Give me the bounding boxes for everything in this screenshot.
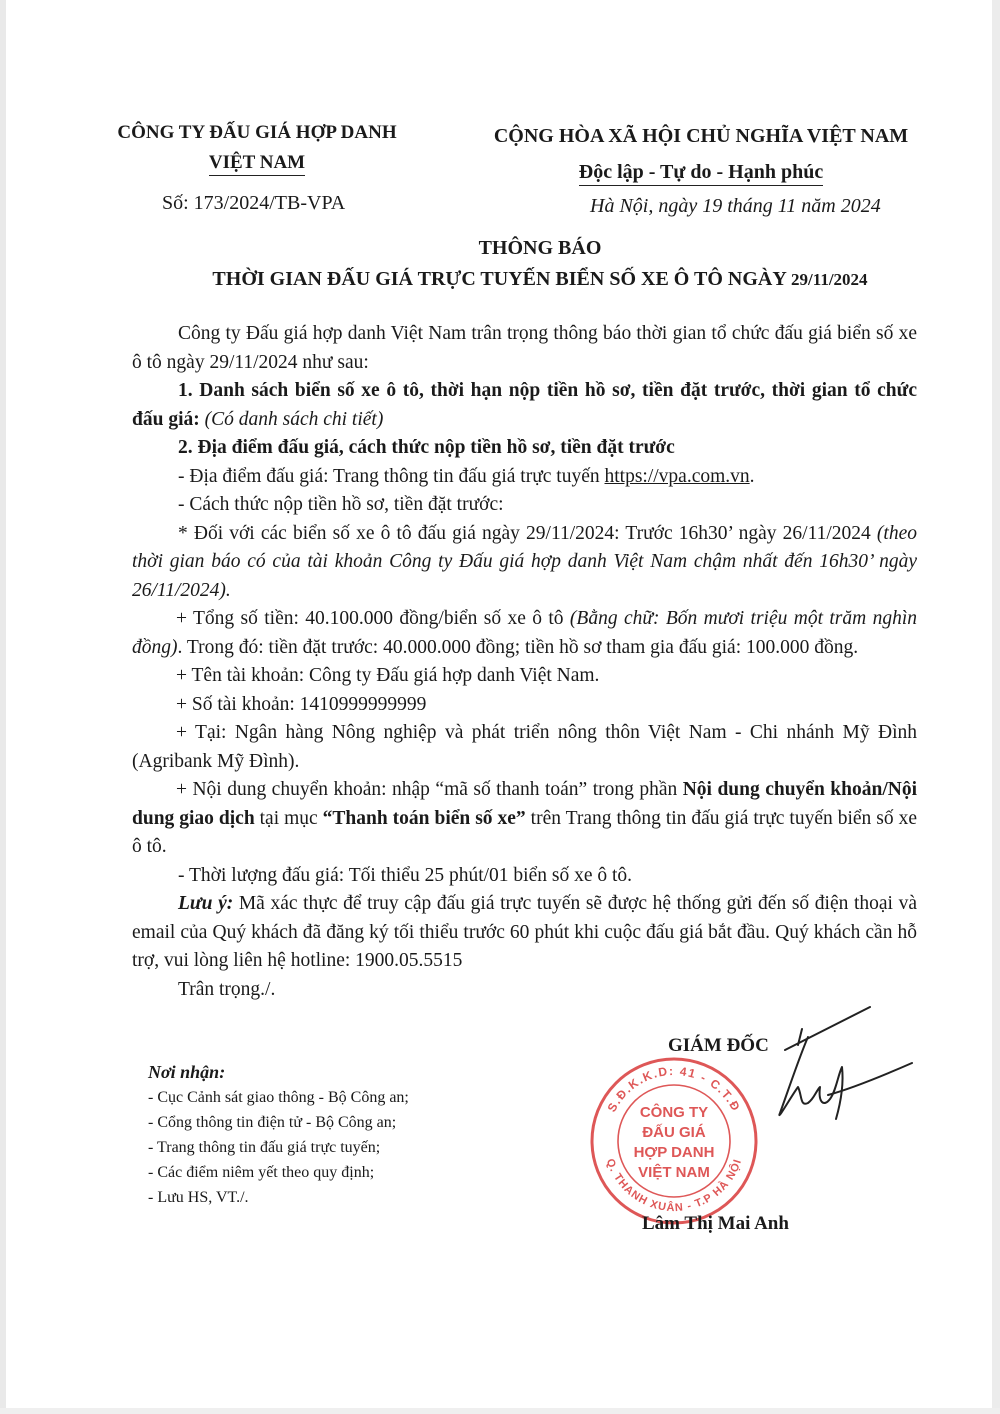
seal-ring-bottom-text: Q. THANH XUÂN - T.P HÀ NỘI bbox=[603, 1157, 745, 1215]
organization-name-line1: CÔNG TY ĐẤU GIÁ HỢP DANH bbox=[117, 122, 397, 143]
national-motto: Độc lập - Tự do - Hạnh phúc bbox=[579, 159, 823, 186]
account-name: + Tên tài khoản: Công ty Đấu giá hợp danh Việt Nam. bbox=[176, 665, 600, 686]
country-name: CỘNG HÒA XÃ HỘI CHỦ NGHĨA VIỆT NAM bbox=[493, 125, 909, 147]
organization-header bbox=[92, 118, 422, 178]
signer-name: Lâm Thị Mai Anh bbox=[642, 1213, 789, 1234]
recipient-item: - Cục Cảnh sát giao thông - Bộ Công an; bbox=[148, 1089, 409, 1106]
account-number: + Số tài khoản: 1410999999999 bbox=[176, 693, 427, 715]
bank-branch: + Tại: Ngân hàng Nông nghiệp và phát triển nông thôn Việt Nam - Chi nhánh Mỹ Đình (Agribank Mỹ Đình). bbox=[132, 722, 917, 772]
auction-location-end: . bbox=[749, 465, 755, 487]
document-number: Số: 173/2024/TB-VPA bbox=[162, 192, 346, 214]
seal-line2: ĐẤU GIÁ bbox=[642, 1124, 706, 1141]
title-line2-date: 29/11/2024 bbox=[791, 270, 868, 289]
auction-website-link[interactable]: https://vpa.com.vn bbox=[604, 465, 750, 487]
note-label: Lưu ý: bbox=[178, 893, 234, 914]
organization-name-line2: VIỆT NAM bbox=[209, 151, 305, 176]
seal-ring-top-text: S.Đ.K.K.D: 41 - C.T.Đ bbox=[604, 1063, 744, 1115]
recipient-item: - Các điểm niêm yết theo quy định; bbox=[148, 1164, 375, 1181]
seal-line3: HỢP DANH bbox=[633, 1144, 715, 1161]
note-text: Mã xác thực để truy cập đấu giá trực tuyến sẽ được hệ thống gửi đến số điện thoại và email của Quý khách đã đăng ký tối thiểu trước 60 phút khi cuộc đấu giá bắt đầu. Quý khách cần hỗ trợ, vui lòng liên hệ hotline: 1900.05.5515 bbox=[132, 893, 917, 971]
payment-method: - Cách thức nộp tiền hồ sơ, tiền đặt trước: bbox=[178, 494, 504, 515]
intro-paragraph: Công ty Đấu giá hợp danh Việt Nam trân trọng thông báo thời gian tổ chức đấu giá biển số xe ô tô ngày 29/11/2024 như sau: bbox=[132, 323, 917, 373]
handwritten-signature bbox=[640, 995, 920, 1165]
title-line2-text: THỜI GIAN ĐẤU GIÁ TRỰC TUYẾN BIỂN SỐ XE Ô TÔ NGÀY bbox=[212, 268, 792, 290]
signer-role: GIÁM ĐỐC bbox=[668, 1035, 769, 1056]
scan-border-bottom bbox=[0, 1408, 1000, 1414]
transfer-content-e: trên Trang thông tin đấu giá trực tuyến biển số xe ô tô. bbox=[132, 807, 917, 857]
transfer-content-field: Nội dung chuyển khoản/Nội dung giao dịch bbox=[132, 779, 917, 829]
closing-greeting: Trân trọng./. bbox=[178, 978, 276, 1000]
document-body bbox=[132, 320, 917, 1004]
auction-location bbox=[132, 463, 917, 492]
transfer-content-section: “Thanh toán biển số xe” bbox=[322, 807, 526, 829]
seal-line1: CÔNG TY bbox=[639, 1104, 709, 1121]
scan-border-right bbox=[992, 0, 1000, 1414]
recipient-item: - Trang thông tin đấu giá trực tuyến; bbox=[148, 1139, 381, 1156]
total-amount bbox=[132, 605, 917, 662]
recipient-item: - Cổng thông tin điện tử - Bộ Công an; bbox=[148, 1114, 397, 1131]
title-line1: THÔNG BÁO bbox=[478, 237, 602, 259]
section-1-note: (Có danh sách chi tiết) bbox=[199, 408, 384, 430]
payment-deadline bbox=[132, 520, 917, 606]
place-and-date: Hà Nội, ngày 19 tháng 11 năm 2024 bbox=[590, 195, 881, 217]
section-2-heading: 2. Địa điểm đấu giá, cách thức nộp tiền hồ sơ, tiền đặt trước bbox=[178, 437, 675, 458]
recipients-heading: Nơi nhận: bbox=[148, 1062, 226, 1082]
payment-deadline-note: (theo thời gian báo có của tài khoản Công ty Đấu giá hợp danh Việt Nam chậm nhất đến 16h30’ ngày 26/11/2024). bbox=[132, 522, 917, 601]
scan-border-left bbox=[0, 0, 6, 1414]
document-title bbox=[120, 233, 960, 295]
auction-duration: - Thời lượng đấu giá: Tối thiểu 25 phút/01 biển số xe ô tô. bbox=[178, 864, 633, 886]
auction-location-text: - Địa điểm đấu giá: Trang thông tin đấu giá trực tuyến bbox=[178, 465, 605, 487]
note-paragraph bbox=[132, 890, 917, 976]
total-amount-breakdown: . Trong đó: tiền đặt trước: 40.000.000 đồng; tiền hồ sơ tham gia đấu giá: 100.000 đồng. bbox=[177, 636, 859, 658]
transfer-content-a: + Nội dung chuyển khoản: nhập “mã số thanh toán” trong phần bbox=[176, 779, 683, 800]
national-header bbox=[470, 118, 932, 190]
recipients-block bbox=[148, 1060, 409, 1210]
section-1-heading: 1. Danh sách biển số xe ô tô, thời hạn nộp tiền hồ sơ, tiền đặt trước, thời gian tổ chức đấu giá: bbox=[132, 380, 917, 430]
payment-deadline-text: * Đối với các biển số xe ô tô đấu giá ngày 29/11/2024: Trước 16h30’ ngày 26/11/2024 bbox=[178, 522, 871, 544]
section-1 bbox=[132, 377, 917, 434]
transfer-content-c: tại mục bbox=[254, 807, 323, 829]
recipient-item: - Lưu HS, VT./. bbox=[148, 1189, 249, 1206]
total-amount-text: + Tổng số tiền: 40.100.000 đồng/biển số xe ô tô bbox=[176, 608, 564, 629]
transfer-content bbox=[132, 776, 917, 862]
seal-line4: VIỆT NAM bbox=[638, 1164, 710, 1181]
total-amount-words: (Bằng chữ: Bốn mươi triệu một trăm nghìn đồng) bbox=[132, 608, 917, 658]
title-line2 bbox=[120, 264, 960, 295]
